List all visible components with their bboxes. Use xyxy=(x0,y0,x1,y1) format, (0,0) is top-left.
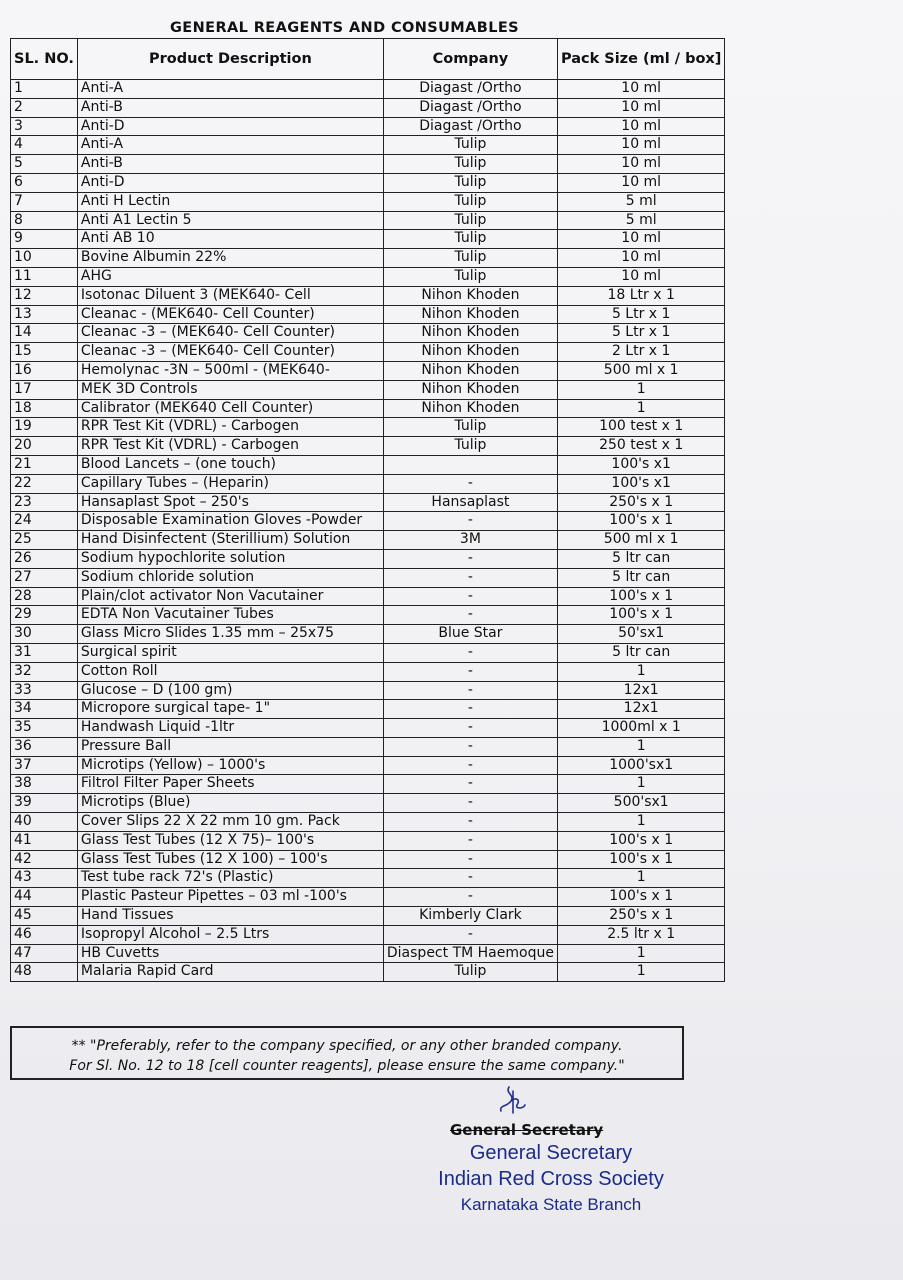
cell-sl-no: 15 xyxy=(11,343,78,362)
table-row xyxy=(11,192,725,211)
cell-company: Diaspect TM Haemoque xyxy=(383,944,557,963)
cell-company: - xyxy=(383,549,557,568)
cell-pack-size: 12x1 xyxy=(557,700,724,719)
typed-signatory xyxy=(450,1121,603,1139)
cell-company: Nihon Khoden xyxy=(383,286,557,305)
cell-pack-size: 100's x 1 xyxy=(557,831,724,850)
cell-pack-size: 100's x 1 xyxy=(557,512,724,531)
cell-company: - xyxy=(383,662,557,681)
cell-product-description: Capillary Tubes – (Heparin) xyxy=(77,474,383,493)
cell-sl-no: 12 xyxy=(11,286,78,305)
cell-sl-no: 14 xyxy=(11,324,78,343)
cell-company: - xyxy=(383,737,557,756)
table-row xyxy=(11,512,725,531)
cell-product-description: Anti AB 10 xyxy=(77,230,383,249)
table-row xyxy=(11,925,725,944)
cell-product-description: Cotton Roll xyxy=(77,662,383,681)
cell-pack-size: 10 ml xyxy=(557,249,724,268)
cell-company: Blue Star xyxy=(383,625,557,644)
table-row xyxy=(11,907,725,926)
cell-pack-size: 10 ml xyxy=(557,267,724,286)
table-row xyxy=(11,418,725,437)
cell-pack-size: 500 ml x 1 xyxy=(557,361,724,380)
table-row xyxy=(11,98,725,117)
cell-product-description: Cleanac - (MEK640- Cell Counter) xyxy=(77,305,383,324)
table-row xyxy=(11,267,725,286)
cell-sl-no: 16 xyxy=(11,361,78,380)
cell-sl-no: 10 xyxy=(11,249,78,268)
note-line-1: ** "Preferably, refer to the company specified, or any other branded company. xyxy=(71,1038,623,1054)
table-row xyxy=(11,719,725,738)
cell-sl-no: 28 xyxy=(11,587,78,606)
cell-product-description: Cleanac -3 – (MEK640- Cell Counter) xyxy=(77,324,383,343)
cell-company: Tulip xyxy=(383,211,557,230)
cell-company: Diagast /Ortho xyxy=(383,98,557,117)
table-row xyxy=(11,850,725,869)
header-pack-size: Pack Size (ml / box] xyxy=(557,39,724,80)
cell-sl-no: 35 xyxy=(11,719,78,738)
cell-product-description: Hemolynac -3N – 500ml - (MEK640- xyxy=(77,361,383,380)
cell-company: Nihon Khoden xyxy=(383,361,557,380)
table-row xyxy=(11,794,725,813)
table-row xyxy=(11,568,725,587)
cell-sl-no: 8 xyxy=(11,211,78,230)
table-row xyxy=(11,813,725,832)
cell-company: Tulip xyxy=(383,173,557,192)
cell-company: - xyxy=(383,681,557,700)
cell-product-description: Disposable Examination Gloves -Powder xyxy=(77,512,383,531)
table-row xyxy=(11,80,725,99)
cell-product-description: Micropore surgical tape- 1" xyxy=(77,700,383,719)
cell-product-description: Anti-A xyxy=(77,80,383,99)
cell-sl-no: 3 xyxy=(11,117,78,136)
cell-sl-no: 33 xyxy=(11,681,78,700)
table-row xyxy=(11,211,725,230)
table-row xyxy=(11,737,725,756)
cell-sl-no: 9 xyxy=(11,230,78,249)
cell-pack-size: 5 ltr can xyxy=(557,549,724,568)
cell-pack-size: 1 xyxy=(557,813,724,832)
cell-sl-no: 23 xyxy=(11,493,78,512)
cell-company: - xyxy=(383,512,557,531)
cell-sl-no: 6 xyxy=(11,173,78,192)
cell-company: Diagast /Ortho xyxy=(383,80,557,99)
table-row xyxy=(11,230,725,249)
cell-sl-no: 11 xyxy=(11,267,78,286)
cell-sl-no: 45 xyxy=(11,907,78,926)
table-row xyxy=(11,531,725,550)
cell-sl-no: 40 xyxy=(11,813,78,832)
cell-pack-size: 10 ml xyxy=(557,173,724,192)
cell-sl-no: 7 xyxy=(11,192,78,211)
cell-company: Nihon Khoden xyxy=(383,399,557,418)
cell-company: - xyxy=(383,756,557,775)
table-row xyxy=(11,643,725,662)
cell-company: Nihon Khoden xyxy=(383,380,557,399)
cell-company: Diagast /Ortho xyxy=(383,117,557,136)
table-row xyxy=(11,681,725,700)
cell-pack-size: 10 ml xyxy=(557,117,724,136)
cell-sl-no: 44 xyxy=(11,888,78,907)
cell-product-description: Sodium hypochlorite solution xyxy=(77,549,383,568)
cell-company: - xyxy=(383,850,557,869)
cell-pack-size: 12x1 xyxy=(557,681,724,700)
cell-product-description: Glass Test Tubes (12 X 75)– 100's xyxy=(77,831,383,850)
cell-pack-size: 1 xyxy=(557,775,724,794)
table-row xyxy=(11,324,725,343)
reagents-table xyxy=(10,38,725,982)
table-row xyxy=(11,756,725,775)
cell-sl-no: 42 xyxy=(11,850,78,869)
cell-pack-size: 5 ltr can xyxy=(557,568,724,587)
cell-pack-size: 1 xyxy=(557,944,724,963)
cell-company: Tulip xyxy=(383,155,557,174)
table-row xyxy=(11,117,725,136)
cell-company: Tulip xyxy=(383,418,557,437)
typed-signatory-title: General Secretary xyxy=(450,1121,604,1139)
cell-product-description: Anti-D xyxy=(77,117,383,136)
cell-sl-no: 43 xyxy=(11,869,78,888)
cell-company: - xyxy=(383,775,557,794)
table-row xyxy=(11,831,725,850)
cell-sl-no: 17 xyxy=(11,380,78,399)
handwritten-signature-icon xyxy=(495,1085,529,1115)
cell-sl-no: 26 xyxy=(11,549,78,568)
cell-company: Nihon Khoden xyxy=(383,305,557,324)
cell-pack-size: 250 test x 1 xyxy=(557,437,724,456)
cell-company: Hansaplast xyxy=(383,493,557,512)
cell-sl-no: 1 xyxy=(11,80,78,99)
cell-pack-size: 100's x 1 xyxy=(557,850,724,869)
cell-company: Tulip xyxy=(383,267,557,286)
cell-pack-size: 50'sx1 xyxy=(557,625,724,644)
cell-pack-size: 100's x1 xyxy=(557,474,724,493)
table-row xyxy=(11,455,725,474)
table-row xyxy=(11,437,725,456)
cell-product-description: Anti-A xyxy=(77,136,383,155)
table-row xyxy=(11,155,725,174)
cell-company: Tulip xyxy=(383,230,557,249)
cell-sl-no: 20 xyxy=(11,437,78,456)
cell-product-description: Hand Disinfectent (Sterillium) Solution xyxy=(77,531,383,550)
cell-product-description: Isotonac Diluent 3 (MEK640- Cell xyxy=(77,286,383,305)
cell-sl-no: 39 xyxy=(11,794,78,813)
cell-product-description: Blood Lancets – (one touch) xyxy=(77,455,383,474)
cell-product-description: Glass Test Tubes (12 X 100) – 100's xyxy=(77,850,383,869)
note-line-2: For Sl. No. 12 to 18 [cell counter reagents], please ensure the same company." xyxy=(69,1058,625,1074)
cell-product-description: Sodium chloride solution xyxy=(77,568,383,587)
table-row xyxy=(11,286,725,305)
cell-sl-no: 4 xyxy=(11,136,78,155)
cell-company: - xyxy=(383,719,557,738)
stamp-title: General Secretary xyxy=(469,1142,633,1164)
cell-pack-size: 10 ml xyxy=(557,80,724,99)
table-row xyxy=(11,361,725,380)
cell-pack-size: 100 test x 1 xyxy=(557,418,724,437)
cell-company: - xyxy=(383,474,557,493)
cell-company xyxy=(383,455,557,474)
cell-product-description: Glass Micro Slides 1.35 mm – 25x75 xyxy=(77,625,383,644)
cell-sl-no: 5 xyxy=(11,155,78,174)
table-row xyxy=(11,136,725,155)
cell-sl-no: 29 xyxy=(11,606,78,625)
cell-product-description: Surgical spirit xyxy=(77,643,383,662)
header-product-description: Product Description xyxy=(77,39,383,80)
cell-sl-no: 27 xyxy=(11,568,78,587)
cell-company: - xyxy=(383,700,557,719)
cell-product-description: Anti-B xyxy=(77,155,383,174)
cell-pack-size: 10 ml xyxy=(557,136,724,155)
cell-pack-size: 5 ml xyxy=(557,211,724,230)
cell-sl-no: 19 xyxy=(11,418,78,437)
cell-sl-no: 2 xyxy=(11,98,78,117)
table-row xyxy=(11,963,725,982)
table-row xyxy=(11,587,725,606)
cell-product-description: RPR Test Kit (VDRL) - Carbogen xyxy=(77,437,383,456)
cell-product-description: Plain/clot activator Non Vacutainer xyxy=(77,587,383,606)
cell-pack-size: 10 ml xyxy=(557,230,724,249)
cell-product-description: Hand Tissues xyxy=(77,907,383,926)
cell-company: Tulip xyxy=(383,437,557,456)
cell-sl-no: 37 xyxy=(11,756,78,775)
cell-company: Kimberly Clark xyxy=(383,907,557,926)
cell-product-description: Anti-B xyxy=(77,98,383,117)
cell-pack-size: 10 ml xyxy=(557,155,724,174)
table-row xyxy=(11,399,725,418)
cell-sl-no: 18 xyxy=(11,399,78,418)
cell-pack-size: 18 Ltr x 1 xyxy=(557,286,724,305)
cell-company: - xyxy=(383,925,557,944)
stamp-organisation: Indian Red Cross Society xyxy=(438,1168,664,1190)
cell-product-description: Bovine Albumin 22% xyxy=(77,249,383,268)
table-row xyxy=(11,775,725,794)
cell-product-description: Microtips (Yellow) – 1000's xyxy=(77,756,383,775)
cell-sl-no: 36 xyxy=(11,737,78,756)
cell-pack-size: 250's x 1 xyxy=(557,493,724,512)
cell-sl-no: 34 xyxy=(11,700,78,719)
cell-company: - xyxy=(383,587,557,606)
cell-pack-size: 100's x 1 xyxy=(557,888,724,907)
cell-product-description: HB Cuvetts xyxy=(77,944,383,963)
cell-product-description: Test tube rack 72's (Plastic) xyxy=(77,869,383,888)
cell-product-description: Pressure Ball xyxy=(77,737,383,756)
cell-product-description: Anti H Lectin xyxy=(77,192,383,211)
cell-pack-size: 5 ltr can xyxy=(557,643,724,662)
cell-pack-size: 1000ml x 1 xyxy=(557,719,724,738)
table-row xyxy=(11,249,725,268)
cell-sl-no: 41 xyxy=(11,831,78,850)
cell-sl-no: 31 xyxy=(11,643,78,662)
cell-pack-size: 500 ml x 1 xyxy=(557,531,724,550)
table-body xyxy=(11,80,725,982)
table-row xyxy=(11,625,725,644)
cell-product-description: Anti A1 Lectin 5 xyxy=(77,211,383,230)
cell-sl-no: 22 xyxy=(11,474,78,493)
cell-company: Tulip xyxy=(383,249,557,268)
table-row xyxy=(11,888,725,907)
official-stamp xyxy=(436,1140,666,1218)
table-row xyxy=(11,343,725,362)
cell-pack-size: 100's x 1 xyxy=(557,587,724,606)
cell-product-description: Handwash Liquid -1ltr xyxy=(77,719,383,738)
cell-pack-size: 1 xyxy=(557,399,724,418)
cell-company: - xyxy=(383,869,557,888)
cell-sl-no: 32 xyxy=(11,662,78,681)
cell-pack-size: 1 xyxy=(557,380,724,399)
cell-product-description: Glucose – D (100 gm) xyxy=(77,681,383,700)
cell-pack-size: 100's x 1 xyxy=(557,606,724,625)
cell-pack-size: 2.5 ltr x 1 xyxy=(557,925,724,944)
cell-sl-no: 47 xyxy=(11,944,78,963)
cell-company: - xyxy=(383,813,557,832)
cell-company: - xyxy=(383,794,557,813)
cell-pack-size: 1000'sx1 xyxy=(557,756,724,775)
cell-company: - xyxy=(383,831,557,850)
cell-pack-size: 1 xyxy=(557,737,724,756)
cell-company: Tulip xyxy=(383,136,557,155)
stamp-branch: Karnataka State Branch xyxy=(460,1195,642,1214)
cell-product-description: EDTA Non Vacutainer Tubes xyxy=(77,606,383,625)
cell-pack-size: 500'sx1 xyxy=(557,794,724,813)
cell-sl-no: 25 xyxy=(11,531,78,550)
cell-sl-no: 30 xyxy=(11,625,78,644)
table-row xyxy=(11,944,725,963)
table-row xyxy=(11,869,725,888)
cell-sl-no: 24 xyxy=(11,512,78,531)
cell-product-description: Calibrator (MEK640 Cell Counter) xyxy=(77,399,383,418)
cell-company: - xyxy=(383,643,557,662)
table-row xyxy=(11,380,725,399)
cell-product-description: Malaria Rapid Card xyxy=(77,963,383,982)
cell-product-description: Anti-D xyxy=(77,173,383,192)
cell-sl-no: 46 xyxy=(11,925,78,944)
header-sl-no: SL. NO. xyxy=(11,39,78,80)
note-box xyxy=(10,1026,684,1080)
table-row xyxy=(11,700,725,719)
cell-pack-size: 250's x 1 xyxy=(557,907,724,926)
cell-product-description: RPR Test Kit (VDRL) - Carbogen xyxy=(77,418,383,437)
cell-company: Nihon Khoden xyxy=(383,343,557,362)
table-row xyxy=(11,662,725,681)
cell-product-description: Cleanac -3 – (MEK640- Cell Counter) xyxy=(77,343,383,362)
cell-pack-size: 10 ml xyxy=(557,98,724,117)
table-row xyxy=(11,474,725,493)
cell-pack-size: 5 Ltr x 1 xyxy=(557,305,724,324)
cell-pack-size: 1 xyxy=(557,869,724,888)
cell-pack-size: 100's x1 xyxy=(557,455,724,474)
header-company: Company xyxy=(383,39,557,80)
cell-company: Tulip xyxy=(383,963,557,982)
cell-sl-no: 38 xyxy=(11,775,78,794)
cell-company: 3M xyxy=(383,531,557,550)
cell-pack-size: 1 xyxy=(557,662,724,681)
cell-product-description: Cover Slips 22 X 22 mm 10 gm. Pack xyxy=(77,813,383,832)
page-title: GENERAL REAGENTS AND CONSUMABLES xyxy=(170,20,519,36)
cell-company: Nihon Khoden xyxy=(383,324,557,343)
cell-product-description: Plastic Pasteur Pipettes – 03 ml -100's xyxy=(77,888,383,907)
cell-sl-no: 13 xyxy=(11,305,78,324)
cell-product-description: Filtrol Filter Paper Sheets xyxy=(77,775,383,794)
table-row xyxy=(11,305,725,324)
cell-company: - xyxy=(383,606,557,625)
table-row xyxy=(11,493,725,512)
cell-product-description: Isopropyl Alcohol – 2.5 Ltrs xyxy=(77,925,383,944)
cell-company: - xyxy=(383,568,557,587)
table-row xyxy=(11,606,725,625)
cell-product-description: Microtips (Blue) xyxy=(77,794,383,813)
cell-product-description: AHG xyxy=(77,267,383,286)
cell-company: Tulip xyxy=(383,192,557,211)
table-row xyxy=(11,549,725,568)
cell-product-description: Hansaplast Spot – 250's xyxy=(77,493,383,512)
cell-product-description: MEK 3D Controls xyxy=(77,380,383,399)
table-header-row xyxy=(11,39,725,80)
cell-company: - xyxy=(383,888,557,907)
cell-sl-no: 48 xyxy=(11,963,78,982)
cell-pack-size: 1 xyxy=(557,963,724,982)
cell-pack-size: 2 Ltr x 1 xyxy=(557,343,724,362)
cell-sl-no: 21 xyxy=(11,455,78,474)
cell-pack-size: 5 ml xyxy=(557,192,724,211)
table-row xyxy=(11,173,725,192)
cell-pack-size: 5 Ltr x 1 xyxy=(557,324,724,343)
